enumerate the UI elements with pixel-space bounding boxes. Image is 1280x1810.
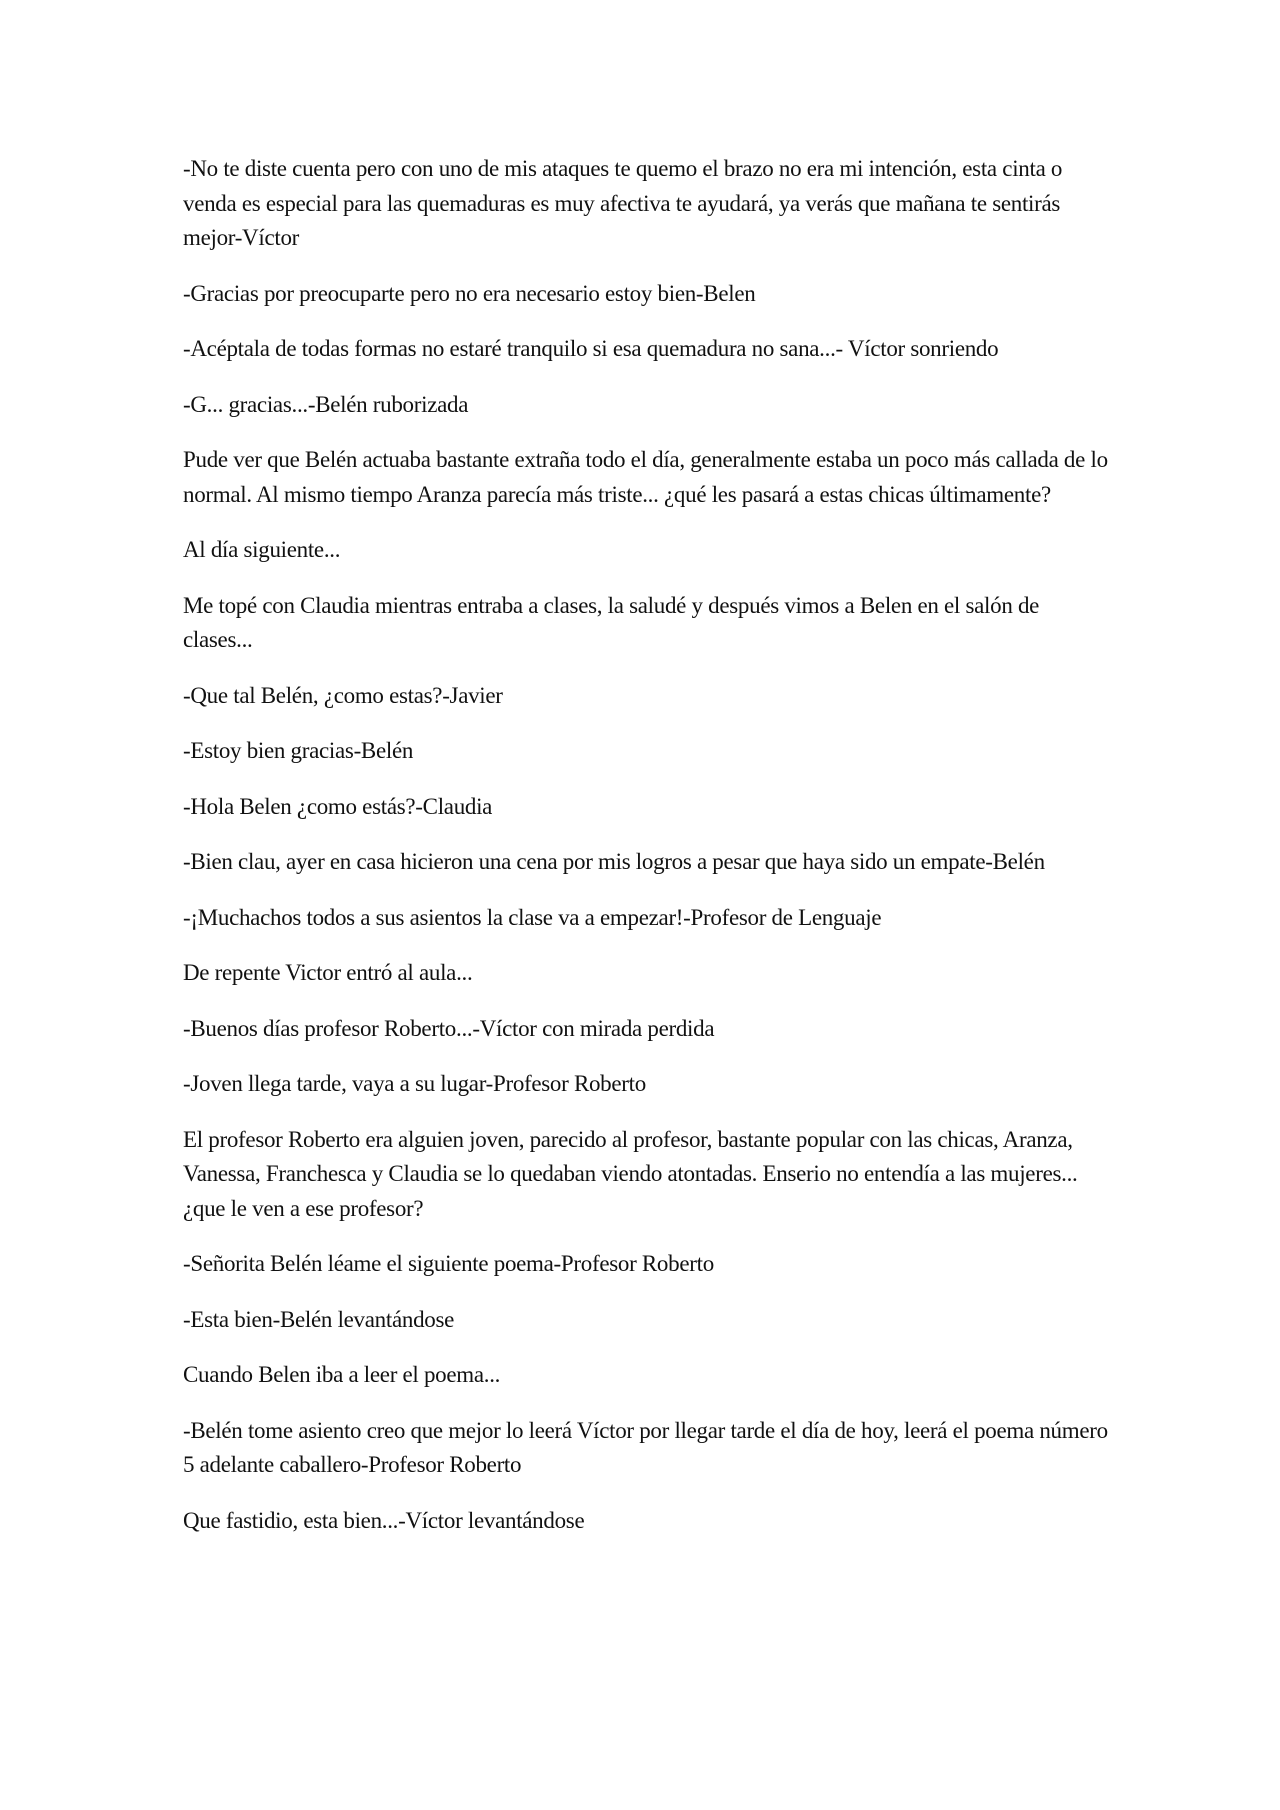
paragraph: -¡Muchachos todos a sus asientos la clase va a empezar!-Profesor de Lenguaje	[183, 904, 882, 930]
paragraph: -Belén tome asiento creo que mejor lo leerá Víctor por llegar tarde el día de hoy, leerá el poema número 5 adelante caballero-Profesor Roberto	[183, 1417, 1108, 1477]
paragraph: -Estoy bien gracias-Belén	[183, 738, 414, 763]
paragraph: -G... gracias...-Belén ruborizada	[183, 391, 469, 417]
document-page	[183, 152, 1108, 1559]
paragraph: -Hola Belen ¿como estás?-Claudia	[183, 793, 493, 819]
paragraph: -Gracias por preocuparte pero no era necesario estoy bien-Belen	[183, 280, 756, 306]
paragraph: El profesor Roberto era alguien joven, parecido al profesor, bastante popular con las chicas, Aranza, Vanessa, Franchesca y Claudia se lo quedaban viendo atontadas. Enserio no entendía a las mujeres... ¿que le ven a ese profesor?	[183, 1126, 1078, 1221]
paragraph: -Bien clau, ayer en casa hicieron una cena por mis logros a pesar que haya sido un empate-Belén	[183, 849, 1045, 874]
paragraph: Que fastidio, esta bien...-Víctor levantándose	[183, 1507, 585, 1533]
paragraph: -Esta bien-Belén levantándose	[183, 1306, 455, 1332]
paragraph: Pude ver que Belén actuaba bastante extraña todo el día, generalmente estaba un poco más callada de lo normal. Al mismo tiempo Aranza parecía más triste... ¿qué les pasará a estas chicas últimamente?	[183, 447, 1108, 507]
paragraph: -No te diste cuenta pero con uno de mis ataques te quemo el brazo no era mi intención, esta cinta o venda es especial para las quemaduras es muy afectiva te ayudará, ya verás que mañana te sentirás mejor-Víctor	[183, 156, 1063, 250]
paragraph: -Señorita Belén léame el siguiente poema-Profesor Roberto	[183, 1251, 714, 1276]
paragraph: Cuando Belen iba a leer el poema...	[183, 1362, 501, 1387]
paragraph: -Que tal Belén, ¿como estas?-Javier	[183, 682, 503, 708]
paragraph: -Buenos días profesor Roberto...-Víctor con mirada perdida	[183, 1015, 715, 1041]
paragraph: -Joven llega tarde, vaya a su lugar-Profesor Roberto	[183, 1071, 646, 1096]
paragraph: Me topé con Claudia mientras entraba a clases, la saludé y después vimos a Belen en el salón de clases...	[183, 592, 1040, 652]
paragraph: -Acéptala de todas formas no estaré tranquilo si esa quemadura no sana...- Víctor sonriendo	[183, 336, 999, 361]
paragraph: De repente Victor entró al aula...	[183, 960, 473, 985]
paragraph: Al día siguiente...	[183, 537, 341, 562]
